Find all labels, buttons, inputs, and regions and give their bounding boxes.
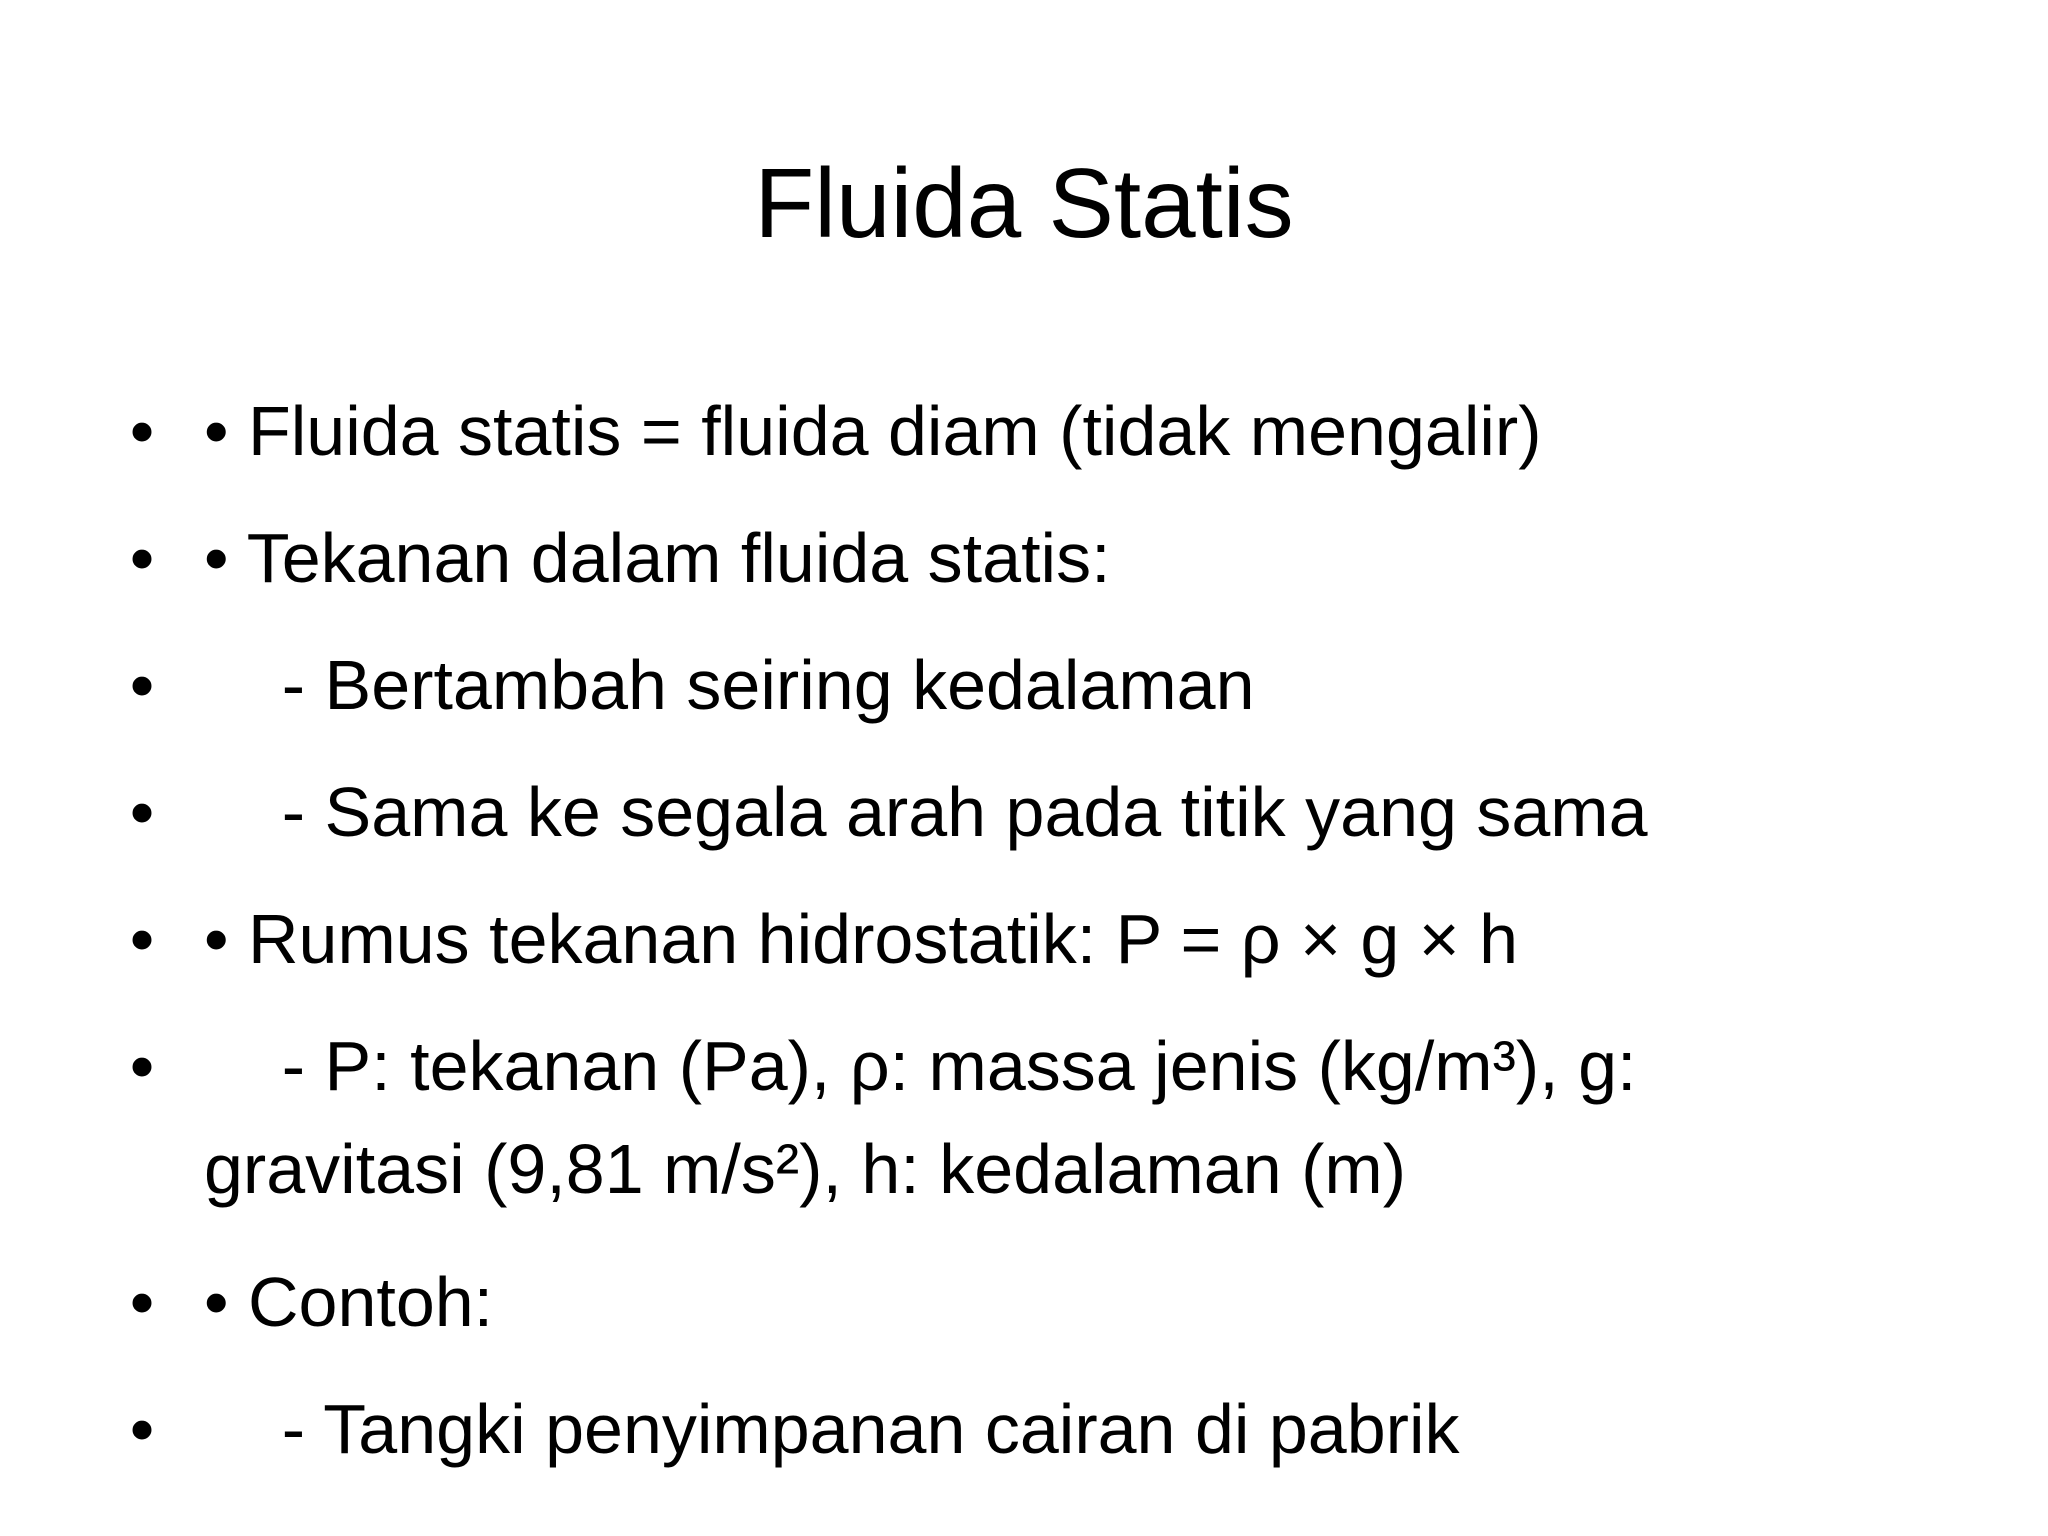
- list-item-text: - P: tekanan (Pa), ρ: massa jenis (kg/m³), g:: [204, 1027, 1637, 1105]
- bullet-icon: •: [129, 646, 155, 724]
- bullet-icon: •: [129, 392, 155, 470]
- list-item-text: • Fluida statis = fluida diam (tidak mengalir): [204, 392, 1542, 470]
- bullet-icon: •: [129, 519, 155, 597]
- list-item-text: - Sama ke segala arah pada titik yang sama: [204, 773, 1648, 851]
- list-item-text: gravitasi (9,81 m/s²), h: kedalaman (m): [204, 1130, 1407, 1208]
- bullet-icon: •: [129, 900, 155, 978]
- list-item-text: • Contoh:: [204, 1263, 494, 1341]
- list-item-text: • Rumus tekanan hidrostatik: P = ρ × g × h: [204, 900, 1519, 978]
- slide-title: Fluida Statis: [754, 148, 1294, 258]
- bullet-icon: •: [129, 773, 155, 851]
- bullet-icon: •: [129, 1027, 155, 1105]
- list-item-text: - Tangki penyimpanan cairan di pabrik: [204, 1390, 1460, 1468]
- list-item-text: - Bertambah seiring kedalaman: [204, 646, 1255, 724]
- bullet-icon: •: [129, 1263, 155, 1341]
- bullet-icon: •: [129, 1390, 155, 1468]
- list-item-text: • Tekanan dalam fluida statis:: [204, 519, 1111, 597]
